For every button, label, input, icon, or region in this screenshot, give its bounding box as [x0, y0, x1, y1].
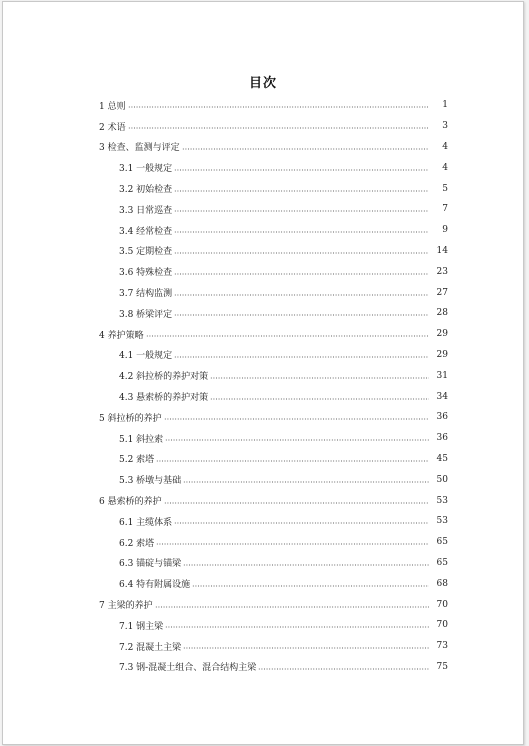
toc-section-entry[interactable] — [3, 324, 523, 345]
dot-leader — [182, 146, 429, 152]
toc-subsection-entry[interactable] — [3, 469, 523, 490]
toc-entry-page-number: 14 — [436, 245, 448, 256]
toc-entry-label: 5.3 桥墩与基础 — [119, 476, 182, 487]
toc-entry-label: 3.8 桥梁评定 — [119, 309, 173, 320]
toc-entry-label: 5.1 斜拉索 — [119, 434, 164, 445]
toc-entry-label: 6.1 主缆体系 — [119, 517, 173, 528]
toc-subsection-entry[interactable] — [3, 636, 523, 657]
toc-entry-page-number: 53 — [436, 495, 448, 506]
dot-leader — [164, 416, 429, 422]
toc-entry-page-number: 68 — [436, 578, 448, 589]
toc-entry-label: 7.1 钢主梁 — [119, 621, 164, 632]
toc-entry-page-number: 70 — [436, 620, 448, 631]
toc-entry-label: 6.4 特有附属设施 — [119, 580, 191, 591]
toc-entry-page-number: 50 — [436, 474, 448, 485]
toc-entry-label: 5.2 索塔 — [119, 455, 155, 466]
toc-entry-label: 4.3 悬索桥的养护对策 — [119, 393, 209, 404]
toc-section-entry[interactable] — [3, 490, 523, 511]
toc-entry-label: 3.4 经常检查 — [119, 226, 173, 237]
toc-entry-page-number: 5 — [442, 183, 448, 194]
toc-entry-label: 3.5 定期检查 — [119, 247, 173, 258]
toc-entry-page-number: 27 — [436, 287, 448, 298]
toc-entry-page-number: 1 — [442, 100, 448, 111]
toc-entry-page-number: 9 — [442, 225, 448, 236]
toc-entry-label: 3.7 结构监测 — [119, 289, 173, 300]
toc-subsection-entry[interactable] — [3, 199, 523, 220]
dot-leader — [183, 645, 429, 651]
toc-entry-page-number: 29 — [436, 349, 448, 360]
toc-subsection-entry[interactable] — [3, 261, 523, 282]
toc-section-entry[interactable] — [3, 137, 523, 158]
dot-leader — [174, 188, 429, 194]
toc-entry-page-number: 28 — [436, 308, 448, 319]
dot-leader — [174, 208, 429, 214]
toc-entry-page-number: 4 — [442, 162, 448, 173]
toc-entry-page-number: 36 — [436, 412, 448, 423]
toc-subsection-entry[interactable] — [3, 511, 523, 532]
toc-subsection-entry[interactable] — [3, 157, 523, 178]
dot-leader — [183, 479, 429, 485]
toc-entry-label: 7.2 混凝土主梁 — [119, 642, 182, 653]
toc-entry-label: 6.2 索塔 — [119, 538, 155, 549]
toc-section-entry[interactable] — [3, 95, 523, 116]
toc-subsection-entry[interactable] — [3, 220, 523, 241]
toc-subsection-entry[interactable] — [3, 449, 523, 470]
toc-entry-page-number: 73 — [436, 641, 448, 652]
toc-entry-label: 5 斜拉桥的养护 — [99, 413, 162, 424]
dot-leader — [174, 229, 429, 235]
toc-subsection-entry[interactable] — [3, 365, 523, 386]
toc-entry-label: 6.3 锚碇与锚梁 — [119, 559, 182, 570]
dot-leader — [128, 104, 429, 110]
dot-leader — [165, 437, 429, 443]
toc-entry-page-number: 29 — [436, 329, 448, 340]
table-of-contents — [3, 95, 523, 677]
dot-leader — [183, 562, 429, 568]
toc-section-entry[interactable] — [3, 116, 523, 137]
dot-leader — [146, 333, 429, 339]
toc-subsection-entry[interactable] — [3, 303, 523, 324]
toc-entry-page-number: 34 — [436, 391, 448, 402]
toc-subsection-entry[interactable] — [3, 657, 523, 678]
toc-subsection-entry[interactable] — [3, 428, 523, 449]
dot-leader — [156, 541, 429, 547]
dot-leader — [174, 271, 429, 277]
dot-leader — [174, 250, 429, 256]
toc-subsection-entry[interactable] — [3, 345, 523, 366]
page-title: 目次 — [248, 76, 277, 91]
dot-leader — [165, 624, 429, 630]
toc-entry-label: 3.1 一般规定 — [119, 164, 173, 175]
document-page — [2, 1, 524, 745]
dot-leader — [128, 125, 429, 131]
toc-entry-label: 4.1 一般规定 — [119, 351, 173, 362]
toc-entry-label: 2 术语 — [99, 122, 126, 133]
toc-section-entry[interactable] — [3, 594, 523, 615]
dot-leader — [156, 458, 429, 464]
toc-subsection-entry[interactable] — [3, 282, 523, 303]
toc-entry-page-number: 45 — [436, 453, 448, 464]
toc-entry-page-number: 3 — [442, 121, 448, 132]
toc-subsection-entry[interactable] — [3, 553, 523, 574]
toc-entry-page-number: 65 — [436, 557, 448, 568]
dot-leader — [174, 167, 429, 173]
toc-entry-label: 4 养护策略 — [99, 330, 144, 341]
dot-leader — [210, 375, 429, 381]
toc-entry-label: 3.6 特殊检查 — [119, 268, 173, 279]
toc-entry-label: 3 检查、监测与评定 — [99, 143, 180, 154]
dot-leader — [174, 354, 429, 360]
toc-entry-label: 3.2 初始检查 — [119, 185, 173, 196]
dot-leader — [174, 292, 429, 298]
toc-entry-page-number: 36 — [436, 433, 448, 444]
toc-section-entry[interactable] — [3, 407, 523, 428]
toc-entry-page-number: 53 — [436, 516, 448, 527]
toc-entry-label: 1 总则 — [99, 101, 126, 112]
toc-entry-page-number: 65 — [436, 537, 448, 548]
toc-entry-page-number: 23 — [436, 266, 448, 277]
dot-leader — [174, 312, 429, 318]
toc-subsection-entry[interactable] — [3, 386, 523, 407]
toc-entry-page-number: 70 — [436, 599, 448, 610]
dot-leader — [192, 583, 429, 589]
toc-entry-label: 7 主梁的养护 — [99, 601, 153, 612]
toc-subsection-entry[interactable] — [3, 178, 523, 199]
dot-leader — [210, 396, 429, 402]
toc-subsection-entry[interactable] — [3, 241, 523, 262]
toc-entry-page-number: 31 — [436, 370, 448, 381]
toc-subsection-entry[interactable] — [3, 532, 523, 553]
dot-leader — [258, 666, 429, 672]
toc-entry-page-number: 4 — [442, 141, 448, 152]
toc-entry-page-number: 7 — [442, 204, 448, 215]
toc-subsection-entry[interactable] — [3, 573, 523, 594]
toc-entry-label: 3.3 日常巡查 — [119, 205, 173, 216]
dot-leader — [155, 604, 429, 610]
toc-entry-label: 6 悬索桥的养护 — [99, 497, 162, 508]
toc-entry-page-number: 75 — [436, 661, 448, 672]
dot-leader — [164, 500, 429, 506]
dot-leader — [174, 520, 429, 526]
toc-entry-label: 7.3 钢-混凝土组合、混合结构主梁 — [119, 663, 257, 674]
toc-entry-label: 4.2 斜拉桥的养护对策 — [119, 372, 209, 383]
toc-subsection-entry[interactable] — [3, 615, 523, 636]
